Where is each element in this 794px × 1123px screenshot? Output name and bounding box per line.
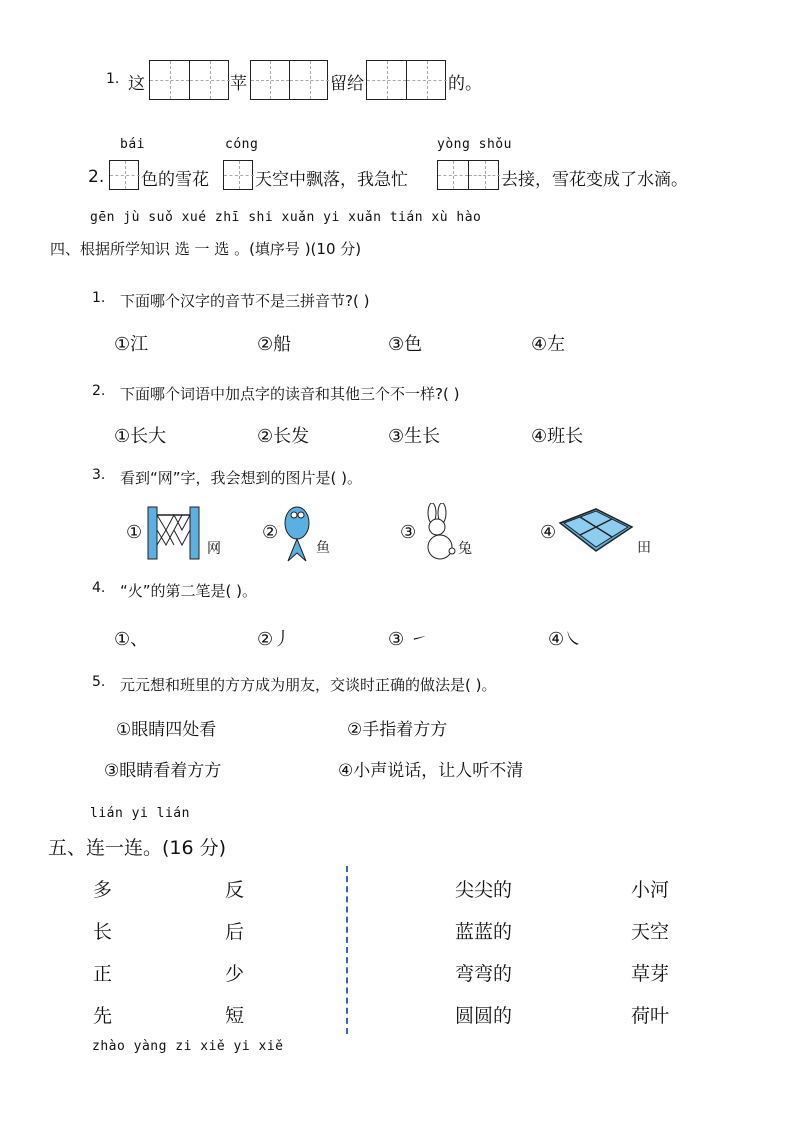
match-noun-2[interactable]: 天空 xyxy=(631,921,670,943)
s4q5-option-2[interactable]: ②手指着方方 xyxy=(347,720,448,740)
match-antonym-4[interactable]: 短 xyxy=(225,1005,245,1027)
writing-box-q1-a[interactable] xyxy=(149,60,229,100)
s4q2-text: 下面哪个词语中加点字的读音和其他三个不一样?( ) xyxy=(120,385,460,403)
glyph-tu: 兔 xyxy=(458,541,472,557)
s4q5-text: 元元想和班里的方方成为朋友，交谈时正确的做法是( )。 xyxy=(120,676,497,694)
s4q4-option-2[interactable]: ②丿 xyxy=(257,629,292,650)
glyph-yu: 鱼 xyxy=(316,540,330,556)
pinyin-cong: cóng xyxy=(225,137,259,152)
s4q4-text: “火”的第二笔是( )。 xyxy=(120,582,258,600)
q2-number: 2. xyxy=(88,167,105,187)
s4q1-number: 1. xyxy=(92,290,106,306)
s4q3-text: 看到“网”字，我会想到的图片是( )。 xyxy=(120,469,363,487)
q2-text-1: 色的雪花 xyxy=(141,170,209,190)
s4q4-option-3[interactable]: ③ ㇀ xyxy=(388,629,428,650)
s4q2-option-2[interactable]: ②长发 xyxy=(257,426,310,447)
s4q5-option-4[interactable]: ④小声说话，让人听不清 xyxy=(338,761,524,781)
writing-box-yongshou[interactable] xyxy=(437,160,499,190)
s4q3-option-4[interactable]: ④ xyxy=(540,522,557,543)
match-adjective-2[interactable]: 蓝蓝的 xyxy=(455,921,513,943)
s4q1-option-3[interactable]: ③色 xyxy=(388,334,423,355)
pinyin-yongshou: yòng shǒu xyxy=(437,137,512,152)
q2-text-2: 天空中飘落，我急忙 xyxy=(255,170,408,190)
writing-box-q1-c[interactable] xyxy=(366,60,446,100)
s4q1-option-4[interactable]: ④左 xyxy=(531,334,566,355)
match-left-word-1[interactable]: 多 xyxy=(93,879,113,901)
s4q5-option-3[interactable]: ③眼睛看着方方 xyxy=(104,761,222,781)
q1-number: 1. xyxy=(106,71,120,87)
s4q3-number: 3. xyxy=(92,467,106,483)
fish-picture[interactable] xyxy=(280,503,314,563)
s4q2-number: 2. xyxy=(92,383,106,399)
s4q1-option-1[interactable]: ①江 xyxy=(114,334,149,355)
match-antonym-2[interactable]: 后 xyxy=(225,921,245,943)
q1-text-1: 这 xyxy=(128,74,145,94)
q1-text-4: 的。 xyxy=(448,74,482,94)
s4q5-option-1[interactable]: ①眼睛四处看 xyxy=(116,720,217,740)
writing-box-q1-b[interactable] xyxy=(250,60,328,100)
s4q4-option-4[interactable]: ④㇏ xyxy=(548,629,583,650)
field-picture[interactable] xyxy=(556,505,634,555)
match-adjective-3[interactable]: 弯弯的 xyxy=(455,963,513,985)
s4q5-number: 5. xyxy=(92,674,106,690)
match-antonym-3[interactable]: 少 xyxy=(225,963,245,985)
q1-text-2: 苹 xyxy=(230,74,247,94)
glyph-wang: 网 xyxy=(207,541,221,557)
match-noun-4[interactable]: 荷叶 xyxy=(631,1005,670,1027)
s4q3-option-3[interactable]: ③ xyxy=(400,522,417,543)
match-antonym-1[interactable]: 反 xyxy=(225,879,245,901)
column-divider xyxy=(346,866,348,1034)
match-adjective-4[interactable]: 圆圆的 xyxy=(455,1005,513,1027)
glyph-tian: 田 xyxy=(637,540,651,556)
s4q1-text: 下面哪个汉字的音节不是三拼音节?( ) xyxy=(120,292,370,310)
s4q3-option-1[interactable]: ① xyxy=(126,522,143,543)
s4q4-number: 4. xyxy=(92,580,106,596)
s4q2-option-1[interactable]: ①长大 xyxy=(114,426,167,447)
q1-text-3: 留给 xyxy=(330,74,364,94)
writing-box-cong[interactable] xyxy=(223,160,253,190)
section4-pinyin: gēn jù suǒ xué zhī shi xuǎn yi xuǎn tián xù hào xyxy=(90,210,482,225)
s4q3-option-2[interactable]: ② xyxy=(262,522,279,543)
match-noun-1[interactable]: 小河 xyxy=(631,879,670,901)
footer-pinyin: zhào yàng zi xiě yi xiě xyxy=(92,1039,284,1054)
match-adjective-1[interactable]: 尖尖的 xyxy=(455,879,513,901)
rabbit-picture[interactable] xyxy=(420,503,460,561)
s4q2-option-3[interactable]: ③生长 xyxy=(388,426,441,447)
pinyin-bai: bái xyxy=(120,137,145,152)
writing-box-bai[interactable] xyxy=(109,160,139,190)
section5-heading: 五、连一连。(16 分) xyxy=(48,837,227,859)
s4q1-option-2[interactable]: ②船 xyxy=(257,334,292,355)
match-left-word-2[interactable]: 长 xyxy=(93,921,113,943)
section5-pinyin: lián yi lián xyxy=(90,806,190,821)
s4q4-option-1[interactable]: ①、 xyxy=(114,629,149,650)
match-left-word-4[interactable]: 先 xyxy=(93,1005,113,1027)
match-noun-3[interactable]: 草芽 xyxy=(631,963,670,985)
s4q2-option-4[interactable]: ④班长 xyxy=(531,426,584,447)
fishing-net-picture[interactable] xyxy=(146,505,208,561)
match-left-word-3[interactable]: 正 xyxy=(93,963,113,985)
q2-text-3: 去接，雪花变成了水滴。 xyxy=(501,170,688,190)
section4-heading: 四、根据所学知识 选 一 选 。(填序号 )(10 分) xyxy=(50,240,362,258)
